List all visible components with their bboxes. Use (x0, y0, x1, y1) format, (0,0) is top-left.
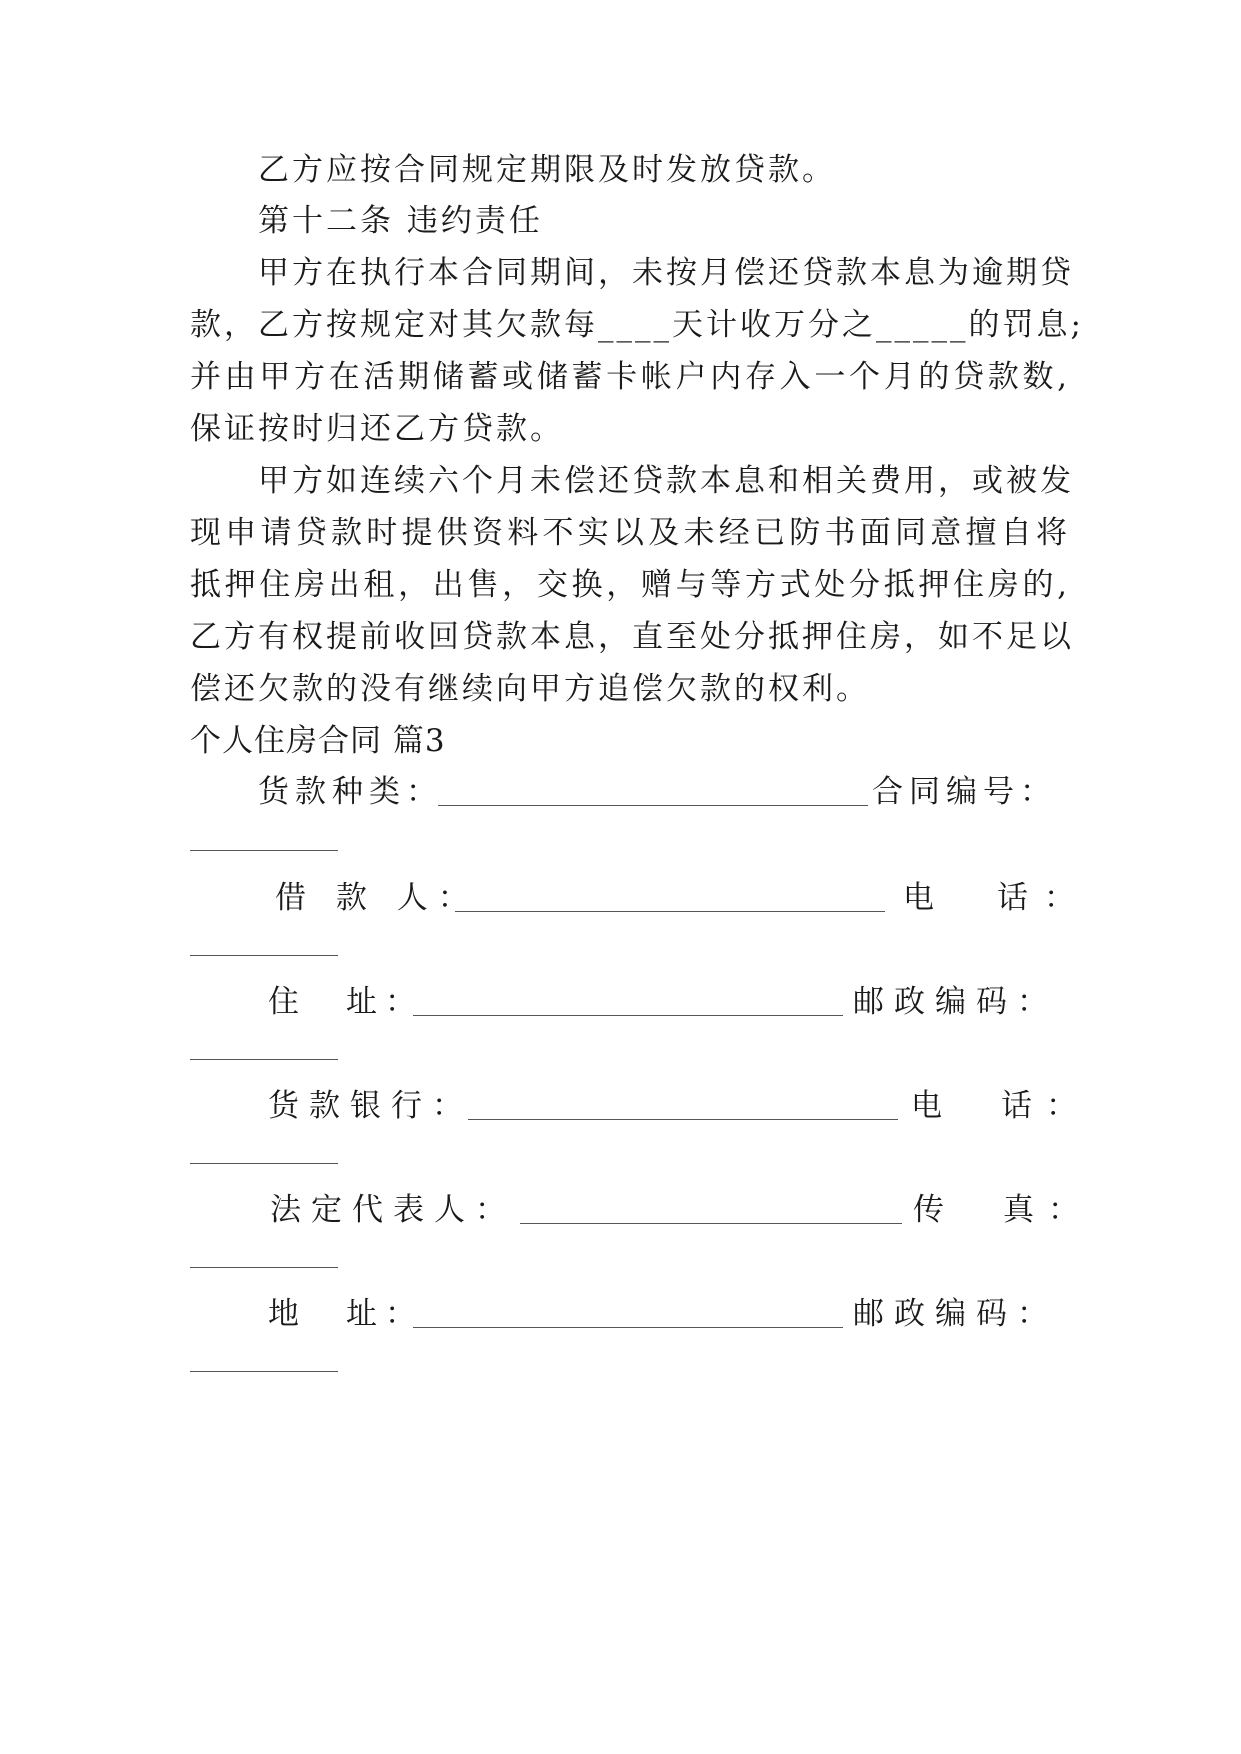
field-bank-address (268, 1294, 1070, 1334)
paragraph-default-line-2: 款，乙方按规定对其欠款每____天计收万分之_____的罚息; (190, 307, 1084, 343)
paragraph-termination-line-4: 乙方有权提前收回贷款本息，直至处分抵押住房，如不足以 (190, 619, 1074, 655)
field-loan-bank (268, 1086, 1091, 1126)
field-label: 法定代表人： (270, 1192, 516, 1228)
paragraph-termination-line-2: 现申请贷款时提供资料不实以及未经已防书面同意擅自将 (190, 515, 1070, 551)
paragraph-default-line-3: 并由甲方在活期储蓄或储蓄卡帐户内存入一个月的贷款数, (190, 359, 1070, 395)
field-legal-representative (270, 1190, 1093, 1230)
field-label: 货款种类： (258, 774, 443, 810)
field-tail-label: 电 话： (903, 880, 1091, 916)
article-12-title: 第十二条 违约责任 (258, 203, 543, 239)
field-trailing-blank[interactable] (190, 1371, 338, 1372)
paragraph-termination-line-5: 偿还欠款的没有继续向甲方追偿欠款的权利。 (190, 671, 870, 707)
field-trailing-blank[interactable] (190, 1059, 338, 1060)
field-label: 借 款 人： (275, 880, 479, 916)
field-blank-line[interactable] (438, 805, 868, 806)
section-title: 个人住房合同 篇3 (190, 723, 446, 759)
field-address (268, 982, 1070, 1022)
field-blank-line[interactable] (520, 1223, 902, 1224)
paragraph-default-line-1: 甲方在执行本合同期间，未按月偿还贷款本息为逾期贷 (258, 255, 1074, 291)
paragraph-termination-line-3: 抵押住房出租，出售，交换，赠与等方式处分抵押住房的, (190, 567, 1070, 603)
field-tail-label: 邮政编码： (853, 1296, 1058, 1332)
field-blank-line[interactable] (455, 911, 885, 912)
field-trailing-blank[interactable] (190, 1267, 338, 1268)
field-trailing-blank[interactable] (190, 850, 338, 851)
field-trailing-blank[interactable] (190, 1163, 338, 1164)
field-blank-line[interactable] (413, 1015, 843, 1016)
paragraph-disbursement: 乙方应按合同规定期限及时发放贷款。 (258, 152, 836, 188)
field-label: 货款银行： (268, 1088, 473, 1124)
field-tail-label: 邮政编码： (853, 984, 1058, 1020)
field-trailing-blank[interactable] (190, 955, 338, 956)
paragraph-termination-line-1: 甲方如连续六个月未偿还贷款本息和相关费用，或被发 (258, 463, 1074, 499)
paragraph-default-line-4: 保证按时归还乙方贷款。 (190, 411, 564, 447)
field-label: 住 址： (268, 984, 424, 1020)
field-blank-line[interactable] (413, 1327, 843, 1328)
field-tail-label: 电 话： (911, 1088, 1091, 1124)
field-blank-line[interactable] (468, 1119, 898, 1120)
field-borrower (275, 878, 1091, 918)
field-tail-label: 传 真： (913, 1192, 1093, 1228)
field-loan-type (258, 772, 1070, 812)
field-label: 地 址： (268, 1296, 424, 1332)
field-tail-label: 合同编号： (872, 774, 1057, 810)
